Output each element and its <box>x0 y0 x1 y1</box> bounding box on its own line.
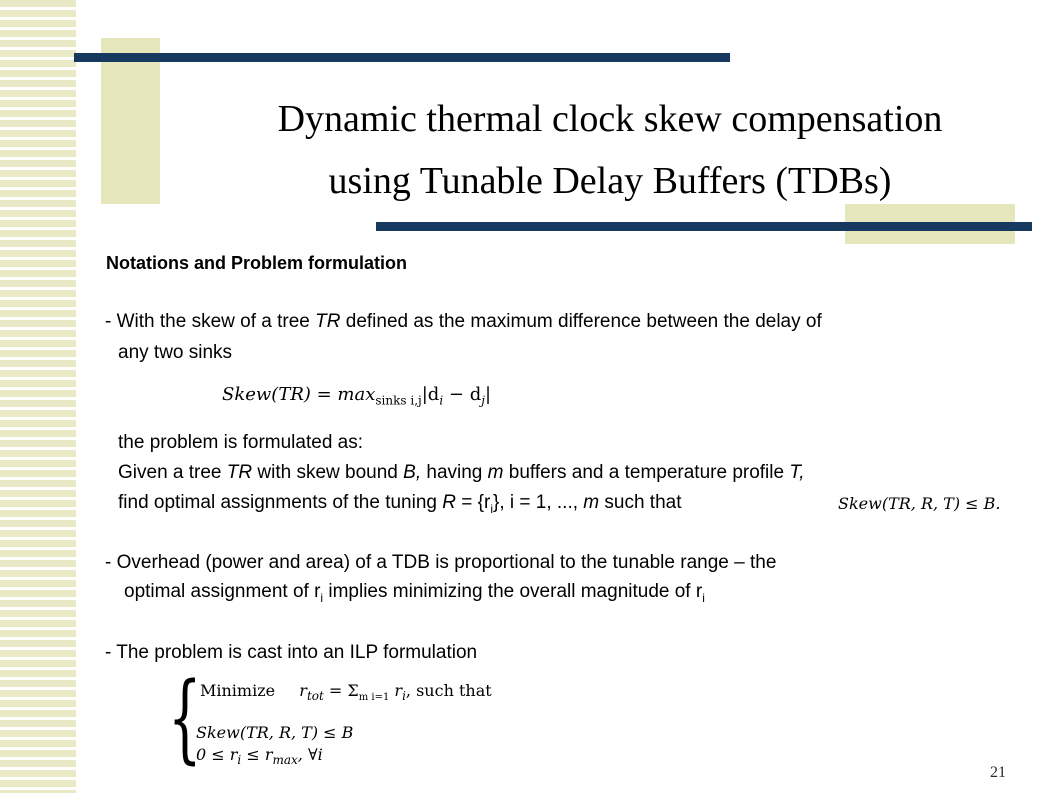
bullet2-line1: - Overhead (power and area) of a TDB is proportional to the tunable range – the <box>105 552 777 573</box>
slide-title <box>200 88 1020 212</box>
eq-lhs: Skew(TR) = max <box>222 384 376 405</box>
section-heading: Notations and Problem formulation <box>106 253 408 273</box>
text: having <box>421 462 488 483</box>
text-italic: R <box>442 492 456 513</box>
ilp-objective-line <box>200 679 492 710</box>
decorative-stripes <box>0 0 76 793</box>
subscript: i <box>237 753 242 768</box>
ilp-such-that: , such that <box>405 681 492 700</box>
ilp-ri: r <box>394 681 403 700</box>
bullet1-line4 <box>118 461 804 485</box>
ilp-minimize: Minimize <box>200 681 276 700</box>
ilp-sum-bounds: m i=1 <box>358 692 390 704</box>
eq-minus: − d <box>443 384 482 405</box>
ilp-r: r <box>299 681 307 700</box>
text: defined as the maximum difference between the delay of <box>340 311 822 332</box>
text: - With the skew of a tree <box>105 311 316 332</box>
eq-sub: sinks i,j <box>375 393 422 408</box>
decorative-bar-top <box>74 53 730 62</box>
decorative-block-top <box>101 38 160 204</box>
eq-i: i <box>439 393 444 408</box>
text-italic: m <box>487 462 504 483</box>
text-italic: TR <box>315 311 341 332</box>
text: with skew bound <box>252 462 404 483</box>
text-italic: TR <box>226 462 253 483</box>
bullet1-line1 <box>105 310 822 334</box>
text: = {r <box>455 492 491 513</box>
subscript: i <box>320 590 324 605</box>
title-line-1: Dynamic thermal clock skew compensation <box>277 98 943 140</box>
text: such that <box>599 492 682 513</box>
eq-j: j <box>481 393 485 408</box>
text-italic: T, <box>789 462 805 483</box>
text: find optimal assignments of the tuning <box>118 492 443 513</box>
text: 0 ≤ r <box>196 745 238 764</box>
subscript: i <box>702 590 705 605</box>
text: , ∀i <box>297 745 323 764</box>
eq-rhs: |d <box>421 384 440 405</box>
subscript: max <box>272 753 298 768</box>
text: implies minimizing the overall magnitude of r <box>323 581 703 602</box>
text: optimal assignment of r <box>124 581 321 602</box>
subscript: i <box>490 501 493 516</box>
text-italic: B, <box>403 462 422 483</box>
text-italic: m <box>583 492 600 513</box>
bullet3-line1: - The problem is cast into an ILP formulation <box>105 642 478 663</box>
page-number: 21 <box>990 764 1006 781</box>
skew-equation <box>222 383 491 413</box>
ilp-r-sub: tot <box>306 689 324 704</box>
text: Given a tree <box>118 462 227 483</box>
decorative-bar-bottom <box>376 222 1032 231</box>
text: ≤ r <box>241 745 273 764</box>
bullet1-line3: the problem is formulated as: <box>118 432 364 453</box>
text: buffers and a temperature profile <box>503 462 790 483</box>
bullet1-line5 <box>118 491 682 521</box>
eq-end: | <box>484 384 492 405</box>
ilp-constraint-1: Skew(TR, R, T) ≤ B <box>196 723 354 742</box>
ilp-brace: { <box>168 662 202 774</box>
text: }, i = 1, ..., <box>492 492 584 513</box>
ilp-sum: = Σ <box>323 681 359 700</box>
bullet2-line2 <box>124 580 705 610</box>
ilp-constraint-2 <box>196 743 323 772</box>
bullet1-line2: any two sinks <box>118 342 233 363</box>
ilp-ri-sub: i <box>402 689 406 704</box>
title-line-2: using Tunable Delay Buffers (TDBs) <box>328 160 892 202</box>
constraint-equation: Skew(TR, R, T) ≤ B. <box>838 494 1001 513</box>
